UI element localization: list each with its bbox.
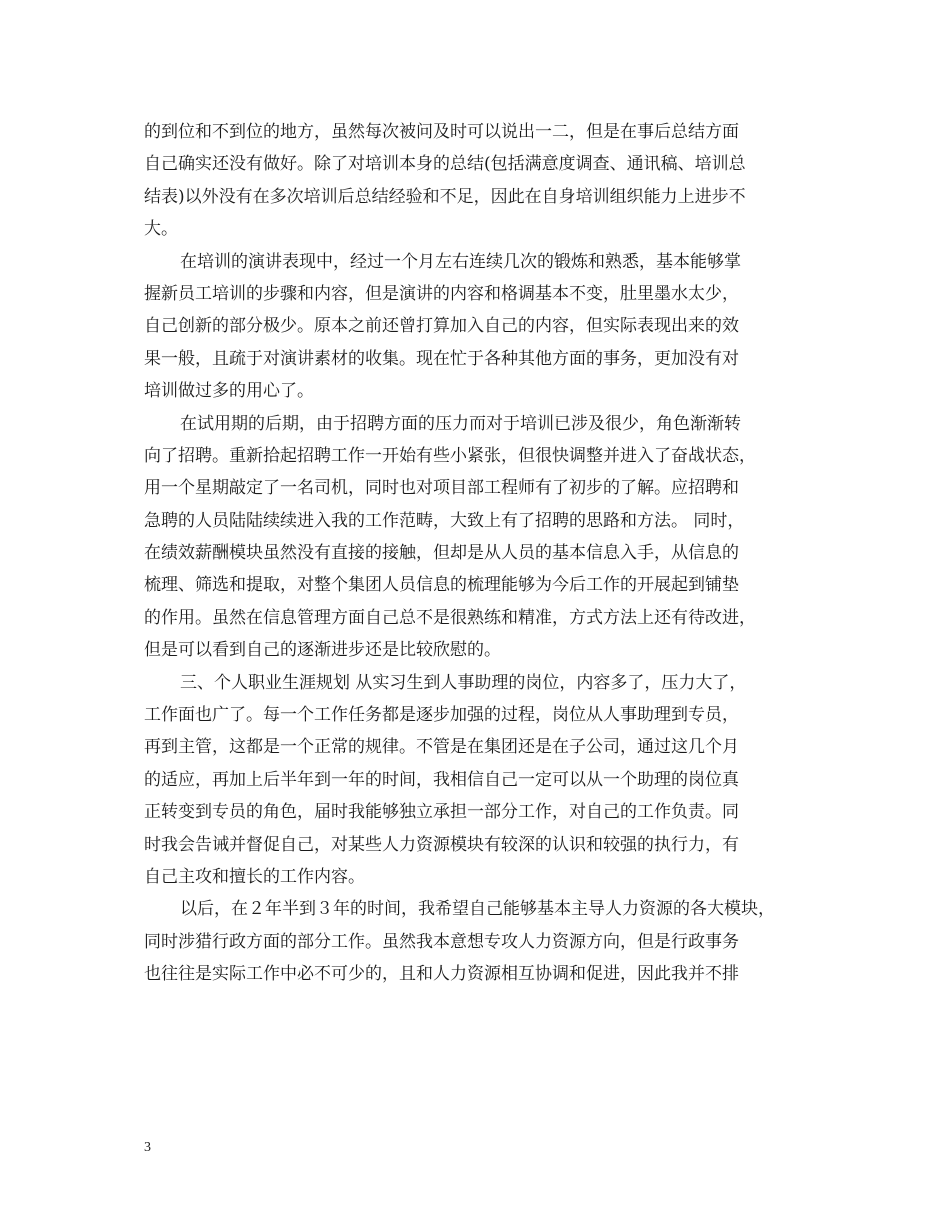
text-line: 自己主攻和擅长的工作内容。 — [144, 866, 365, 887]
text-line: 正转变到专员的角色，届时我能够独立承担一部分工作，对自己的工作负责。同 — [144, 802, 739, 823]
text-line: 用一个星期敲定了一名司机，同时也对项目部工程师有了初步的了解。应招聘和 — [144, 478, 739, 499]
text-line: 自己创新的部分极少。原本之前还曾打算加入自己的内容，但实际表现出来的效 — [144, 316, 739, 337]
text-line: 培训做过多的用心了。 — [144, 381, 314, 402]
text-line: 时我会告诫并督促自己，对某些人力资源模块有较深的认识和较强的执行力，有 — [144, 834, 739, 855]
page-number: 3 — [144, 1140, 151, 1155]
paragraph-first-line: 以后，在２年半到３年的时间，我希望自己能够基本主导人力资源的各大模块， — [180, 899, 775, 920]
paragraph-first-line: 在培训的演讲表现中，经过一个月左右连续几次的锻炼和熟悉，基本能够掌 — [180, 251, 741, 272]
paragraph-first-line: 在试用期的后期，由于招聘方面的压力而对于培训已涉及很少，角色渐渐转 — [180, 413, 741, 434]
text-line: 的到位和不到位的地方，虽然每次被问及时可以说出一二，但是在事后总结方面 — [144, 122, 739, 142]
text-line: 大。 — [144, 219, 178, 240]
text-line: 在绩效薪酬模块虽然没有直接的接触，但却是从人员的基本信息入手，从信息的 — [144, 543, 739, 564]
text-line: 握新员工培训的步骤和内容，但是演讲的内容和格调基本不变，肚里墨水太少， — [144, 283, 739, 304]
paragraph-first-line: 三、个人职业生涯规划 从实习生到人事助理的岗位，内容多了，压力大了， — [180, 672, 747, 693]
body-text — [144, 116, 824, 991]
text-line: 也往往是实际工作中必不可少的，且和人力资源相互协调和促进，因此我并不排 — [144, 964, 739, 985]
text-line: 梳理、筛选和提取，对整个集团人员信息的梳理能够为今后工作的开展起到铺垫 — [144, 575, 739, 596]
text-line: 同时涉猎行政方面的部分工作。虽然我本意想专攻人力资源方向，但是行政事务 — [144, 931, 739, 952]
text-line: 的适应，再加上后半年到一年的时间，我相信自己一定可以从一个助理的岗位真 — [144, 769, 739, 790]
text-line: 果一般，且疏于对演讲素材的收集。现在忙于各种其他方面的事务，更加没有对 — [144, 348, 739, 369]
text-line: 再到主管，这都是一个正常的规律。不管是在集团还是在子公司，通过这几个月 — [144, 737, 739, 758]
text-line: 自己确实还没有做好。除了对培训本身的总结(包括满意度调查、通讯稿、培训总 — [144, 154, 746, 175]
text-line: 结表)以外没有在多次培训后总结经验和不足，因此在自身培训组织能力上进步不 — [144, 186, 746, 207]
text-line: 工作面也广了。每一个工作任务都是逐步加强的过程，岗位从人事助理到专员， — [144, 705, 739, 726]
text-line: 的作用。虽然在信息管理方面自己总不是很熟练和精准，方式方法上还有待改进， — [144, 607, 756, 628]
text-line: 急聘的人员陆陆续续进入我的工作范畴，大致上有了招聘的思路和方法。 同时， — [144, 510, 745, 531]
text-line: 但是可以看到自己的逐渐进步还是比较欣慰的。 — [144, 640, 501, 661]
text-line: 向了招聘。重新拾起招聘工作一开始有些小紧张，但很快调整并进入了奋战状态， — [144, 445, 756, 466]
